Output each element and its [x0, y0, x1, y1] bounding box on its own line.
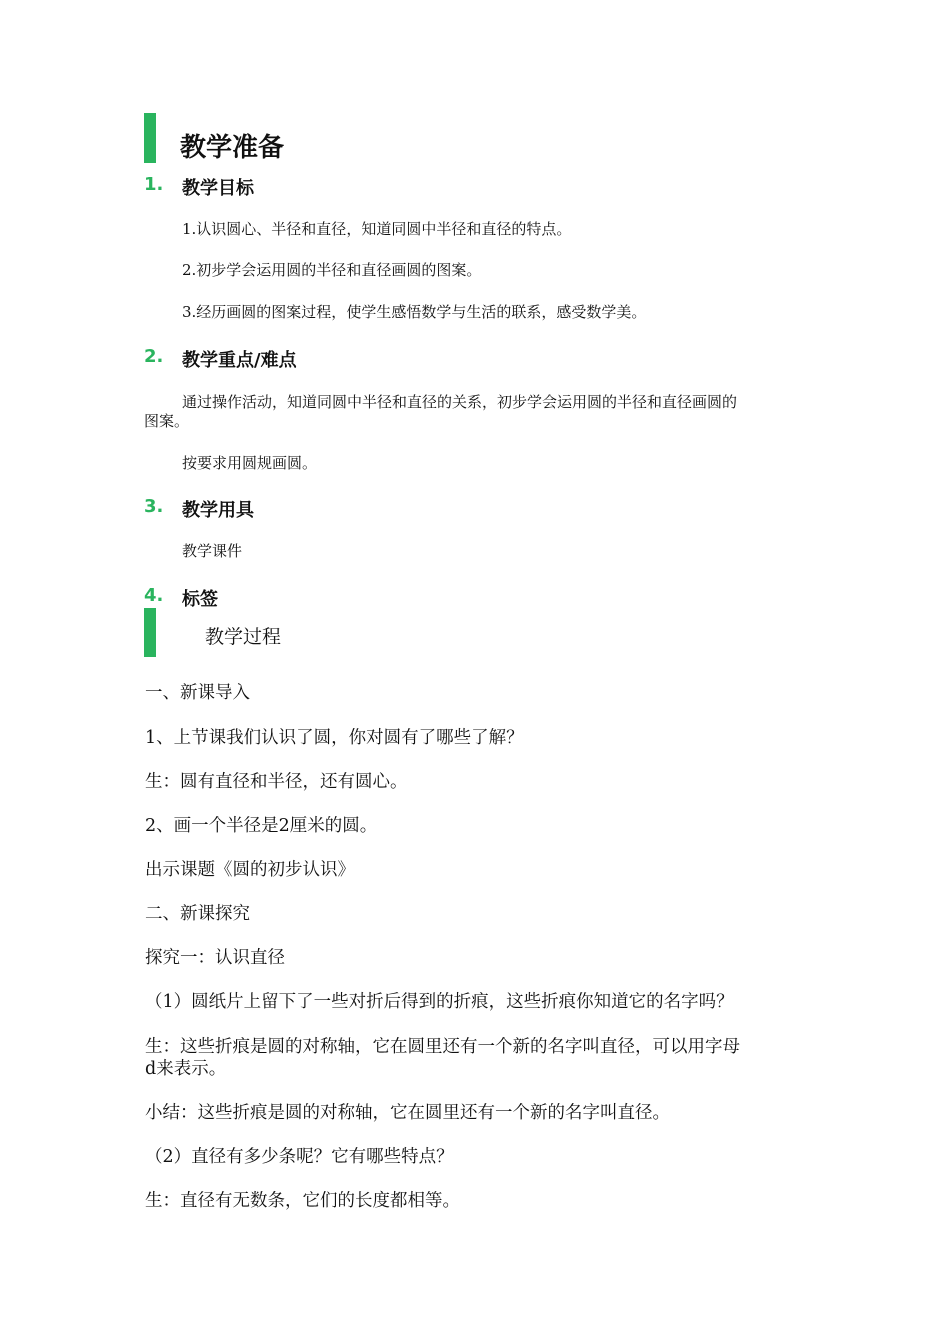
content-line: 2、画一个半径是2厘米的圆。	[145, 816, 378, 836]
section-4-heading: 标签	[182, 589, 218, 610]
key-points-line-1: 通过操作活动，知道同圆中半径和直径的关系，初步学会运用圆的半径和直径画圆的	[182, 393, 738, 411]
content-line: （2）直径有多少条呢？它有哪些特点？	[145, 1147, 454, 1167]
section-subtitle: 教学过程	[205, 626, 282, 648]
objective-line-2: 2.初步学会运用圆的半径和直径画圆的图案。	[182, 261, 482, 279]
content-line: 二、新课探究	[145, 904, 250, 924]
content-line: 出示课题《圆的初步认识》	[145, 860, 355, 880]
content-line: 探究一：认识直径	[145, 948, 285, 968]
page-title: 教学准备	[180, 133, 285, 163]
content-line: 1、上节课我们认识了圆，你对圆有了哪些了解？	[145, 728, 524, 748]
section-3-heading: 教学用具	[182, 500, 254, 521]
section-3-number: 3.	[144, 496, 164, 517]
objective-line-3: 3.经历画圆的图案过程，使学生感悟数学与生活的联系，感受数学美。	[182, 303, 647, 321]
subtitle-accent-bar	[144, 608, 156, 657]
teaching-tools-text: 教学课件	[182, 542, 243, 560]
section-2-number: 2.	[144, 346, 164, 367]
content-line: （1）圆纸片上留下了一些对折后得到的折痕，这些折痕你知道它的名字吗？	[145, 992, 734, 1012]
section-2-heading: 教学重点/难点	[182, 350, 297, 371]
content-line: 生：圆有直径和半径，还有圆心。	[145, 772, 408, 792]
key-points-line-2: 图案。	[144, 412, 190, 430]
content-line: 生：这些折痕是圆的对称轴，它在圆里还有一个新的名字叫直径，可以用字母	[145, 1037, 740, 1057]
section-4-number: 4.	[144, 585, 164, 606]
content-line: d来表示。	[145, 1059, 227, 1079]
content-line: 一、新课导入	[145, 683, 250, 703]
section-1-heading: 教学目标	[182, 178, 254, 199]
key-points-paragraph-2: 按要求用圆规画圆。	[182, 454, 318, 472]
section-1-number: 1.	[144, 174, 164, 195]
content-line: 小结：这些折痕是圆的对称轴，它在圆里还有一个新的名字叫直径。	[145, 1103, 670, 1123]
objective-line-1: 1.认识圆心、半径和直径，知道同圆中半径和直径的特点。	[182, 220, 572, 238]
title-accent-bar	[144, 113, 156, 163]
content-line: 生：直径有无数条，它们的长度都相等。	[145, 1191, 460, 1211]
